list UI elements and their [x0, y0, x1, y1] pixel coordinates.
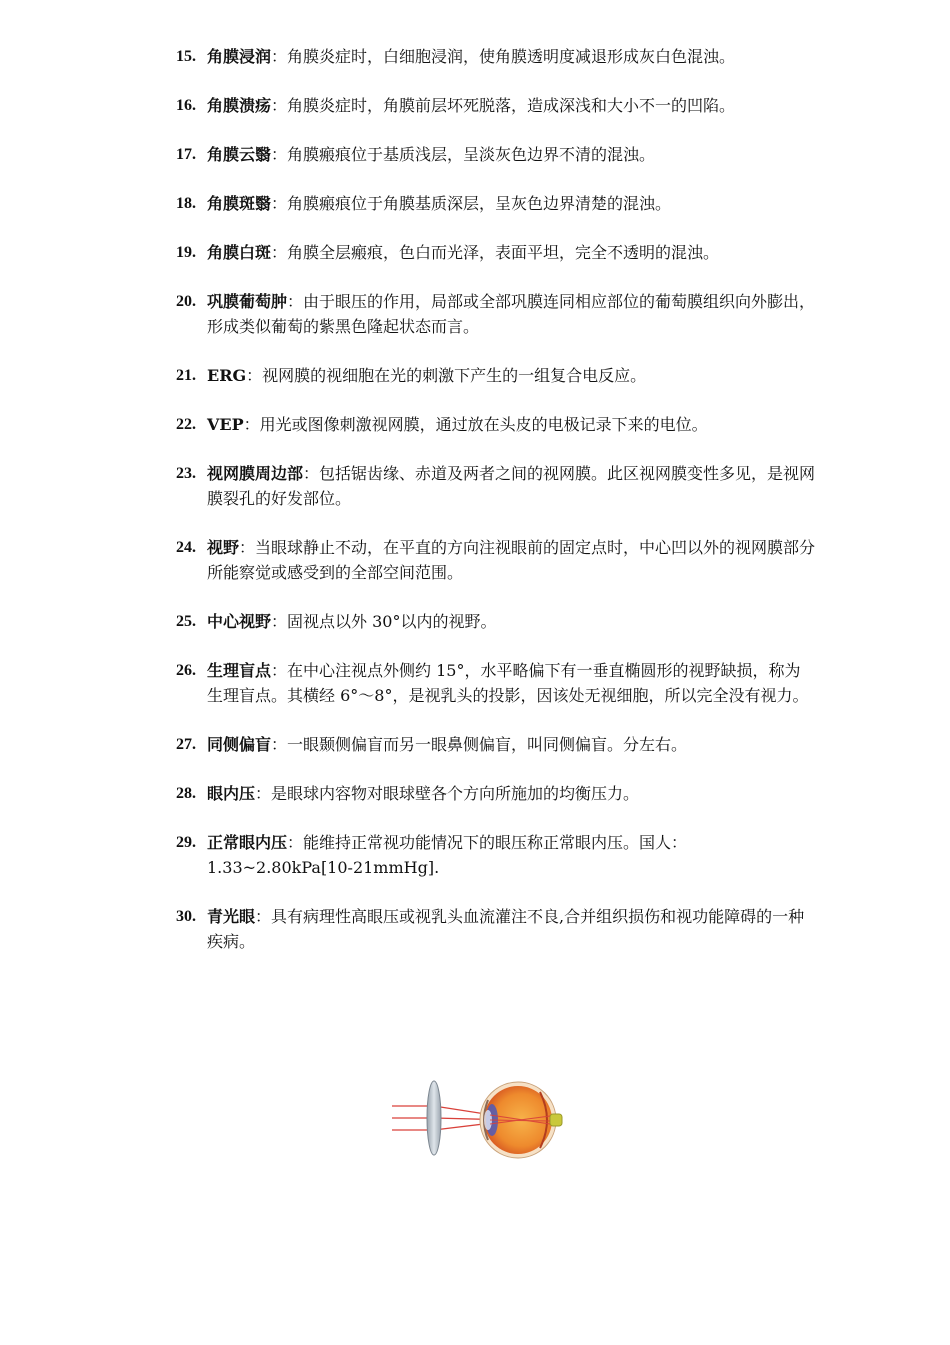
glossary-entry-28: [176, 781, 816, 806]
entry-number: 24.: [176, 539, 196, 556]
glossary-entry-29: [176, 830, 816, 880]
entry-number: 22.: [176, 416, 196, 433]
entry-number: 30.: [176, 908, 196, 925]
glossary-entry-15: [176, 44, 816, 69]
glossary-entry-20: [176, 289, 816, 339]
entry-term: 角膜斑翳: [207, 194, 272, 213]
glossary-entry-17: [176, 142, 816, 167]
entry-number: 28.: [176, 785, 196, 802]
entry-definition: ：用光或图像刺激视网膜，通过放在头皮的电极记录下来的电位。: [243, 415, 708, 434]
glossary-entry-23: [176, 461, 816, 511]
entry-definition: ：能维持正常视功能情况下的眼压称正常眼内压。国人：1.33~2.80kPa[10-21mmHg].: [207, 833, 688, 877]
entry-term: 眼内压: [207, 784, 256, 803]
entry-term: 同侧偏盲: [207, 735, 272, 754]
entry-term: ERG: [207, 366, 247, 385]
glossary-entry-26: [176, 658, 816, 708]
glossary-entry-30: [176, 904, 816, 954]
glossary-entry-24: [176, 535, 816, 585]
glossary-entry-25: [176, 609, 816, 634]
entry-term: 青光眼: [207, 907, 256, 926]
glossary-entry-19: [176, 240, 816, 265]
corrective-lens: [427, 1081, 441, 1155]
entry-number: 25.: [176, 613, 196, 630]
entry-term: 角膜云翳: [207, 145, 272, 164]
entry-definition: ：包括锯齿缘、赤道及两者之间的视网膜。此区视网膜变性多见，是视网膜裂孔的好发部位。: [207, 464, 816, 508]
entry-term: 角膜溃疡: [207, 96, 272, 115]
entry-definition: ：固视点以外 30°以内的视野。: [271, 612, 497, 631]
entry-number: 26.: [176, 662, 196, 679]
entry-definition: ：角膜瘢痕位于基质浅层，呈淡灰色边界不清的混浊。: [271, 145, 656, 164]
glossary-list: [176, 44, 816, 978]
entry-term: 正常眼内压: [207, 833, 288, 852]
entry-number: 27.: [176, 736, 196, 753]
entry-number: 17.: [176, 146, 196, 163]
glossary-entry-22: [176, 412, 816, 437]
entry-definition: ：由于眼压的作用，局部或全部巩膜连同相应部位的葡萄膜组织向外膨出，形成类似葡萄的紫黑色隆起状态而言。: [207, 292, 816, 336]
entry-number: 20.: [176, 293, 196, 310]
entry-number: 16.: [176, 97, 196, 114]
entry-term: 视野: [207, 538, 240, 557]
entry-term: 视网膜周边部: [207, 464, 304, 483]
entry-number: 19.: [176, 244, 196, 261]
entry-definition: ：视网膜的视细胞在光的刺激下产生的一组复合电反应。: [246, 366, 647, 385]
entry-number: 21.: [176, 367, 196, 384]
entry-definition: ：角膜瘢痕位于角膜基质深层，呈灰色边界清楚的混浊。: [271, 194, 672, 213]
entry-number: 23.: [176, 465, 196, 482]
entry-definition: ：角膜炎症时，白细胞浸润，使角膜透明度减退形成灰白色混浊。: [271, 47, 736, 66]
entry-definition: ：角膜全层瘢痕，色白而光泽，表面平坦，完全不透明的混浊。: [271, 243, 720, 262]
entry-definition: ：当眼球静止不动，在平直的方向注视眼前的固定点时，中心凹以外的视网膜部分所能察觉或感受到的全部空间范围。: [207, 538, 816, 582]
entry-number: 15.: [176, 48, 196, 65]
entry-term: VEP: [207, 415, 244, 434]
entry-term: 中心视野: [207, 612, 272, 631]
entry-number: 29.: [176, 834, 196, 851]
entry-definition: ：具有病理性高眼压或视乳头血流灌注不良,合并组织损伤和视功能障碍的一种疾病。: [207, 907, 805, 951]
entry-term: 生理盲点: [207, 661, 272, 680]
entry-term: 角膜浸润: [207, 47, 272, 66]
eye-lens-diagram-icon: [390, 1078, 570, 1162]
glossary-entry-21: [176, 363, 816, 388]
entry-term: 角膜白斑: [207, 243, 272, 262]
eye-lens-figure: [390, 1078, 570, 1162]
glossary-entry-27: [176, 732, 816, 757]
entry-definition: ：是眼球内容物对眼球壁各个方向所施加的均衡压力。: [255, 784, 640, 803]
glossary-entry-16: [176, 93, 816, 118]
entry-term: 巩膜葡萄肿: [207, 292, 288, 311]
entry-number: 18.: [176, 195, 196, 212]
entry-definition: ：角膜炎症时，角膜前层坏死脱落，造成深浅和大小不一的凹陷。: [271, 96, 736, 115]
glossary-entry-18: [176, 191, 816, 216]
entry-definition: ：一眼颞侧偏盲而另一眼鼻侧偏盲，叫同侧偏盲。分左右。: [271, 735, 688, 754]
entry-definition: ：在中心注视点外侧约 15°，水平略偏下有一垂直椭圆形的视野缺损，称为生理盲点。其横经 6°～8°，是视乳头的投影，因该处无视细胞，所以完全没有视力。: [207, 661, 809, 705]
